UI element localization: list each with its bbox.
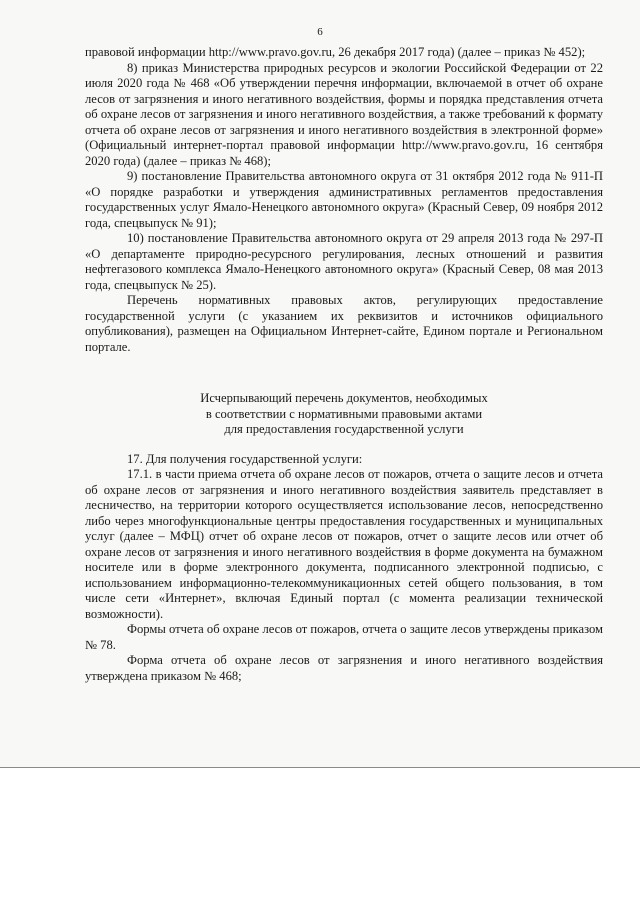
paragraph-item-8: 8) приказ Министерства природных ресурсов и экологии Российской Федерации от 22 июля 2020 года № 468 «Об утверждении перечня информации, включаемой в отчет об охране лесов от загрязнения и иного негативного воздействия, формы и порядка представления отчета об охране лесов от загрязнения и иного негативного воздействия, а также требований к формату отчета об охране лесов от загрязнения и иного негативного воздействия в электронной форме» (Официальный интернет-портал правовой информации http://www.pravo.gov.ru, 16 сентября 2020 года) (далее – приказ № 468); xyxy=(85,60,603,168)
paragraph-legal-acts-list: Перечень нормативных правовых актов, регулирующих предоставление государственной услуги (с указанием их реквизитов и источников официального опубликования), размещен на Официальном Интернет-сайте, Едином портале и Региональном портале. xyxy=(85,293,603,354)
paragraph-item-10: 10) постановление Правительства автономного округа от 29 апреля 2013 года № 297-П «О департаменте природно-ресурсного регулирования, лесных отношений и развития нефтегазового комплекса Ямало-Ненецкого автономного округа» (Красный Север, 08 мая 2013 года, спецвыпуск № 25). xyxy=(85,231,603,292)
document-body xyxy=(85,45,603,684)
paragraph-form-468: Форма отчета об охране лесов от загрязнения и иного негативного воздействия утверждена приказом № 468; xyxy=(85,653,603,683)
paragraph-17: 17. Для получения государственной услуги: xyxy=(127,451,363,466)
heading-line: в соответствии с нормативными правовыми актами xyxy=(205,406,483,421)
section-heading xyxy=(85,391,603,438)
heading-line: для предоставления государственной услуги xyxy=(224,422,464,436)
paragraph-forms-78: Формы отчета об охране лесов от пожаров, отчета о защите лесов утверждены приказом № 78. xyxy=(85,622,603,652)
paragraph-17-1: 17.1. в части приема отчета об охране лесов от пожаров, отчета о защите лесов и отчета об охране лесов от загрязнения и иного негативного воздействия заявитель представляет в лесничество, на территории которого осуществляется использование лесов, непосредственно либо через многофункциональные центры предоставления государственных и муниципальных услуг (далее – МФЦ) отчет об охране лесов от пожаров, отчет о защите лесов или отчет об охране лесов от загрязнения и иного негативного воздействия в форме документа на бумажном носителе или в форме электронного документа, подписанного электронной подписью, с использованием информационно-телекоммуникационных сетей общего пользования, в том числе сети «Интернет», включая Единый портал (с момента реализации технической возможности). xyxy=(85,467,603,621)
paragraph-continuation: правовой информации http://www.pravo.gov.ru, 26 декабря 2017 года) (далее – приказ № 452); xyxy=(85,45,586,59)
heading-line: Исчерпывающий перечень документов, необходимых xyxy=(200,391,488,405)
page-number: 6 xyxy=(317,26,323,38)
paragraph-item-9: 9) постановление Правительства автономного округа от 31 октября 2012 года № 911-П «О порядке разработки и утверждения административных регламентов предоставления государственных услуг Ямало-Ненецкого автономного округа» (Красный Север, 09 ноября 2012 года, спецвыпуск № 91); xyxy=(85,169,603,230)
